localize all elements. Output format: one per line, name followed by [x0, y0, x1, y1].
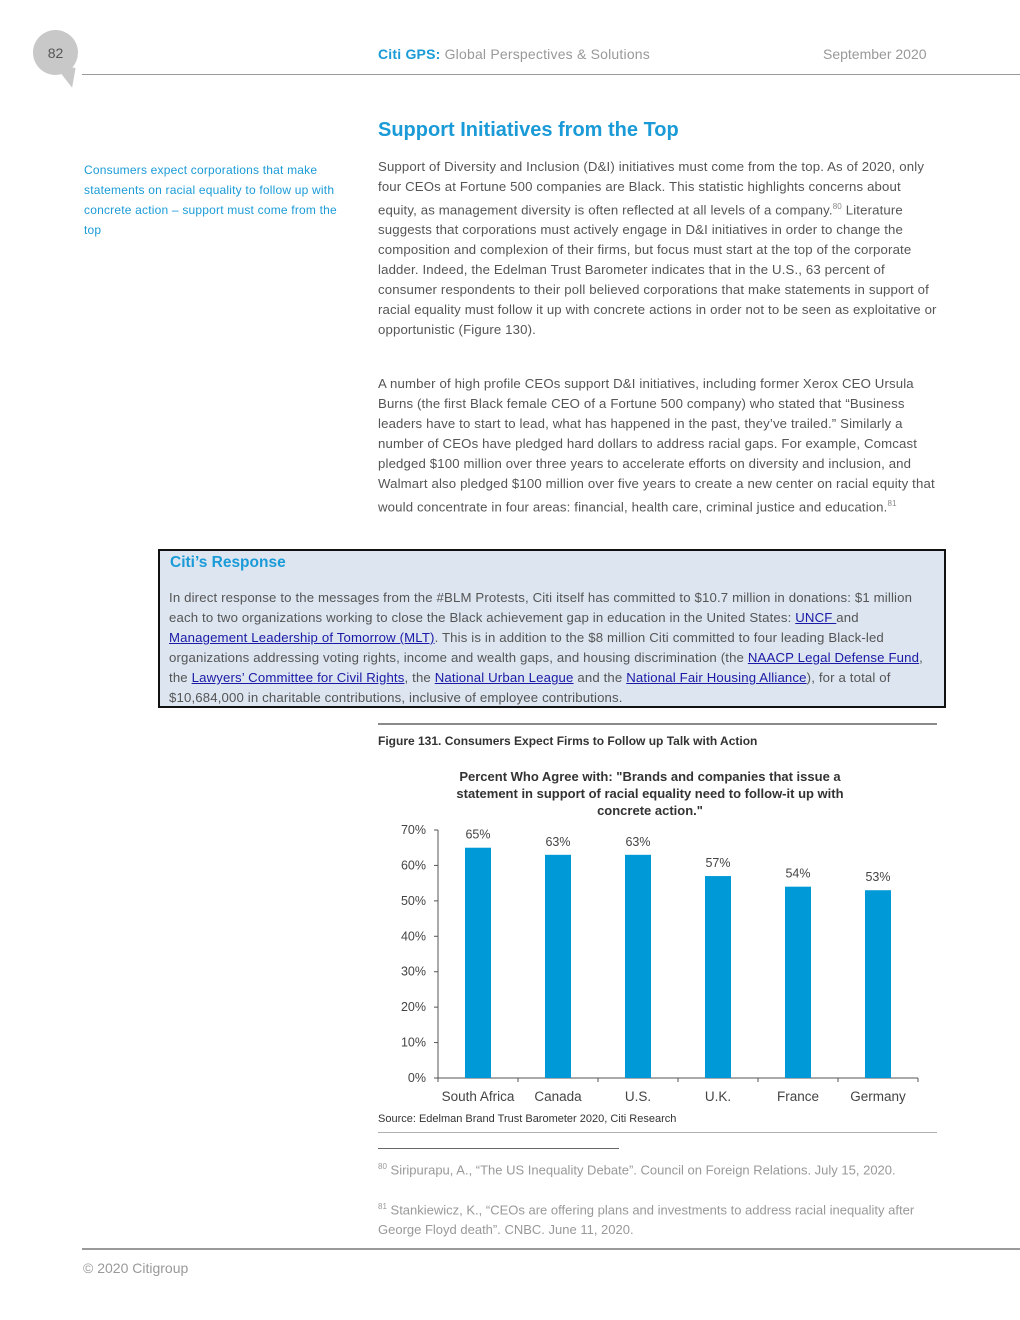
paragraph-2: [378, 374, 938, 517]
bar-u-k-: [705, 876, 731, 1078]
paragraph-1-part-b: Literature suggests that corporations must actively engage in D&I initiatives in order to change the composition and complexion of their firms, but focus must start at the top of the corporate ladder. Indeed, the Edelman Trust Barometer indicates that in the U.S., 63 percent of consumer respondents to their poll believed corporations that make statements in support of racial equality must follow it up with concrete actions in order not to be seen as exploitative or opportunistic (Figure 130).: [378, 202, 937, 338]
bar-canada: [545, 855, 571, 1078]
footnote-number: 81: [378, 1202, 387, 1211]
data-label: 63%: [545, 834, 571, 849]
callout-text-6: and the: [573, 670, 627, 685]
y-tick-label: 70%: [400, 823, 426, 837]
header-date: September 2020: [823, 46, 927, 62]
footnote-number: 80: [378, 1162, 387, 1171]
footnote-ref-80[interactable]: 80: [832, 202, 842, 211]
x-tick-label: U.S.: [624, 1089, 652, 1104]
x-tick-label: Canada: [534, 1089, 582, 1104]
footnote-divider: [378, 1148, 619, 1149]
section-title: Support Initiatives from the Top: [378, 119, 679, 141]
y-tick-label: 30%: [400, 964, 426, 979]
callout-text-4: , the: [169, 650, 923, 685]
paragraph-1-part-a: Support of Diversity and Inclusion (D&I) initiatives must come from the top. As of 2020, only four CEOs at Fortune 500 companies are Black. This statistic highlights concerns about equity, as management diversity is often reflected at all levels of a company.: [378, 159, 925, 218]
footer-copyright: © 2020 Citigroup: [83, 1260, 189, 1276]
link-lawyers-committee[interactable]: Lawyers’ Committee for Civil Rights: [191, 670, 405, 685]
callout-title: Citi’s Response: [170, 554, 286, 571]
callout-text-2: and: [836, 610, 859, 625]
link-national-urban-league[interactable]: National Urban League: [434, 670, 574, 685]
header-title: [378, 46, 650, 62]
figure-top-rule: [378, 723, 937, 725]
header-divider: [82, 74, 1020, 75]
data-label: 53%: [865, 870, 891, 885]
sidebar-note: Consumers expect corporations that make statements on racial equality to follow up with concrete action – support must come from the top: [84, 163, 337, 237]
figure-bottom-rule: [378, 1132, 937, 1133]
data-label: 65%: [465, 827, 491, 842]
callout-text: [169, 588, 939, 708]
x-tick-label: France: [776, 1089, 820, 1104]
y-tick-label: 20%: [400, 1000, 426, 1015]
y-tick-label: 60%: [400, 858, 426, 873]
link-national-fair-housing-alliance[interactable]: National Fair Housing Alliance: [626, 670, 807, 685]
page-number: 82: [33, 30, 78, 75]
y-tick-label: 10%: [400, 1035, 426, 1050]
footnote-80: [378, 1157, 938, 1180]
y-tick-label: 0%: [407, 1071, 426, 1085]
figure-source: Source: Edelman Brand Trust Barometer 2020, Citi Research: [378, 1113, 677, 1125]
footnote-ref-81[interactable]: 81: [887, 499, 897, 508]
bar-germany: [865, 890, 891, 1078]
header-brand: Citi GPS:: [378, 46, 441, 62]
bar-u-s-: [625, 855, 651, 1078]
data-label: 57%: [705, 856, 731, 871]
citi-response-box: [158, 549, 946, 708]
y-tick-label: 40%: [400, 929, 426, 944]
paragraph-2-text: A number of high profile CEOs support D&I initiatives, including former Xerox CEO Ursula Burns (the first Black female CEO of a Fortune 500 company) who stated that “Business leaders have to start to lead, what has happened in the past, they’ve trailed.” Similarly a number of CEOs have pledged hard dollars to address racial gaps. For example, Comcast pledged $100 million over three years to accelerate efforts on diversity and inclusion, and Walmart also pledged $100 million over five years to create a new center on racial equity that would concentrate in four areas: financial, health care, criminal justice and education.: [378, 376, 935, 515]
header-subtitle: Global Perspectives & Solutions: [444, 46, 650, 62]
x-tick-label: Germany: [850, 1089, 906, 1104]
x-tick-label: U.K.: [704, 1089, 732, 1104]
callout-text-7: ), for a total of $10,684,000 in charitable contributions, inclusive of employee contributions.: [169, 670, 891, 705]
callout-text-1: In direct response to the messages from the #BLM Protests, Citi itself has committed to $10.7 million in donations: $1 million each to two organizations working to close the Black achievement gap in education in the United States:: [169, 590, 913, 625]
callout-text-3: . This is in addition to the $8 million Citi committed to four leading Black-led organizations addressing voting rights, income and wealth gaps, and housing discrimination (the: [169, 630, 884, 665]
y-tick-label: 50%: [400, 893, 426, 908]
link-mlt[interactable]: Management Leadership of Tomorrow (MLT): [169, 630, 435, 645]
footnote-text: Siripurapu, A., “The US Inequality Debate”. Council on Foreign Relations. July 15, 2020.: [386, 1162, 896, 1178]
footer-divider: [82, 1248, 1020, 1250]
x-tick-label: South Africa: [441, 1089, 515, 1104]
chart-title: Percent Who Agree with: "Brands and companies that issue a statement in support of racial equality need to follow-it up with concrete action.": [456, 769, 844, 818]
data-label: 63%: [625, 834, 651, 849]
callout-text-5: , the: [404, 670, 435, 685]
footnote-81: [378, 1197, 938, 1240]
bar-chart: [378, 818, 938, 1110]
footnote-text: Stankiewicz, K., “CEOs are offering plans and investments to address racial inequality after George Floyd death”. CNBC. June 11, 2020.: [378, 1202, 915, 1238]
figure-caption: Figure 131. Consumers Expect Firms to Follow up Talk with Action: [378, 734, 758, 748]
bar-france: [785, 887, 811, 1078]
paragraph-1: [378, 157, 938, 340]
bar-south-africa: [465, 848, 491, 1078]
link-naacp[interactable]: NAACP Legal Defense Fund: [747, 650, 920, 665]
data-label: 54%: [785, 866, 811, 881]
link-uncf[interactable]: UNCF: [795, 610, 837, 625]
